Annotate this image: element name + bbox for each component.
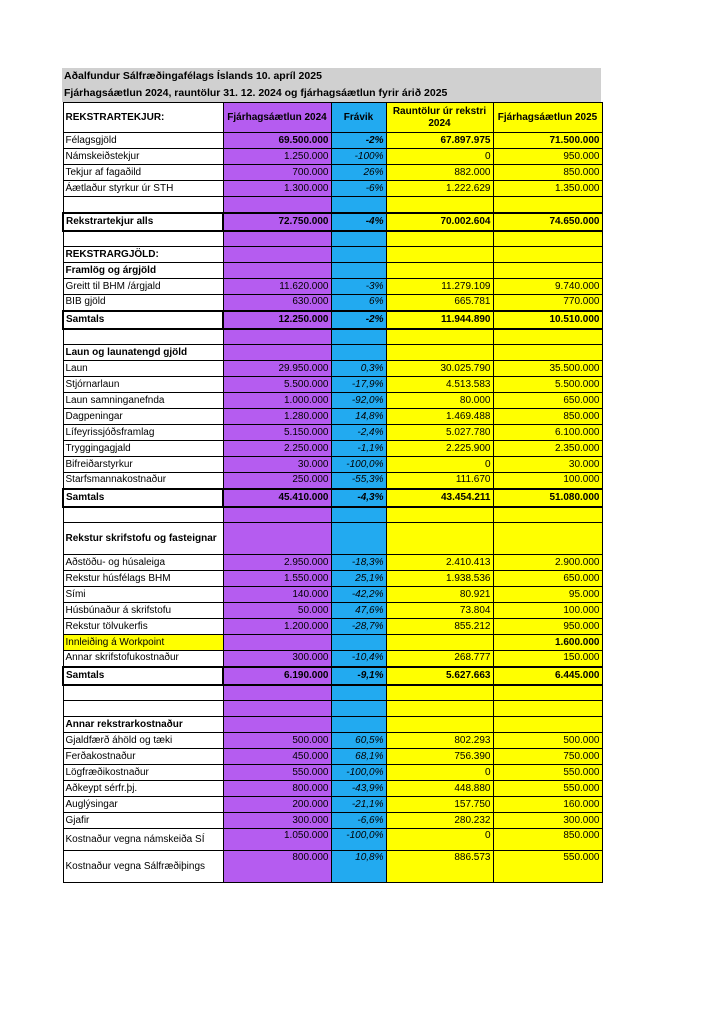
variance-cell: -18,3%: [331, 555, 386, 571]
row-label: Auglýsingar: [63, 797, 223, 813]
budget-table: [62, 102, 603, 883]
actuals-2024-cell: 2.410.413: [386, 555, 493, 571]
variance-cell: [331, 523, 386, 555]
actuals-2024-cell: 30.025.790: [386, 361, 493, 377]
variance-cell: -6,6%: [331, 813, 386, 829]
actuals-2024-cell: 280.232: [386, 813, 493, 829]
table-row: [63, 797, 602, 813]
budget-2024-cell: 450.000: [223, 749, 331, 765]
actuals-2024-cell: [386, 523, 493, 555]
table-row: [63, 149, 602, 165]
variance-cell: [331, 263, 386, 279]
row-label: Aðkeypt sérfr.þj.: [63, 781, 223, 797]
budget-2025-cell: 2.350.000: [493, 441, 602, 457]
variance-cell: -55,3%: [331, 473, 386, 489]
table-row: [63, 571, 602, 587]
actuals-2024-cell: [386, 247, 493, 263]
budget-2025-cell: [493, 685, 602, 701]
row-label: Kostnaður vegna námskeiða SÍ: [63, 829, 223, 851]
actuals-2024-cell: 882.000: [386, 165, 493, 181]
budget-2025-cell: [493, 247, 602, 263]
table-row: [63, 329, 602, 345]
variance-cell: -100%: [331, 149, 386, 165]
budget-2024-cell: 29.950.000: [223, 361, 331, 377]
budget-2024-cell: 500.000: [223, 733, 331, 749]
budget-2025-cell: 550.000: [493, 765, 602, 781]
budget-2025-cell: 10.510.000: [493, 311, 602, 329]
actuals-2024-cell: [386, 701, 493, 717]
budget-2025-cell: 51.080.000: [493, 489, 602, 507]
actuals-2024-cell: 1.222.629: [386, 181, 493, 197]
variance-cell: [331, 345, 386, 361]
budget-2025-cell: 770.000: [493, 295, 602, 311]
actuals-2024-cell: [386, 685, 493, 701]
budget-2025-cell: [493, 263, 602, 279]
variance-cell: -2%: [331, 133, 386, 149]
budget-2025-cell: 100.000: [493, 473, 602, 489]
budget-2024-cell: 5.500.000: [223, 377, 331, 393]
row-label: Sími: [63, 587, 223, 603]
budget-2024-cell: 5.150.000: [223, 425, 331, 441]
budget-2025-cell: [493, 231, 602, 247]
table-row: [63, 295, 602, 311]
variance-cell: -100,0%: [331, 765, 386, 781]
budget-2025-cell: 30.000: [493, 457, 602, 473]
budget-2024-cell: 700.000: [223, 165, 331, 181]
row-label: [63, 685, 223, 701]
budget-2024-cell: 250.000: [223, 473, 331, 489]
table-row: [63, 489, 602, 507]
budget-2025-cell: 150.000: [493, 651, 602, 667]
row-label: Námskeiðstekjur: [63, 149, 223, 165]
budget-2024-cell: [223, 329, 331, 345]
actuals-2024-cell: 0: [386, 457, 493, 473]
table-header-row: [63, 103, 602, 133]
actuals-2024-cell: 80.000: [386, 393, 493, 409]
table-row: [63, 555, 602, 571]
budget-2024-cell: 800.000: [223, 781, 331, 797]
budget-2024-cell: 1.250.000: [223, 149, 331, 165]
row-label: Starfsmannakostnaður: [63, 473, 223, 489]
table-row: [63, 619, 602, 635]
header-actuals-2024: Rauntölur úr rekstri 2024: [386, 103, 493, 133]
actuals-2024-cell: 70.002.604: [386, 213, 493, 231]
row-label: Samtals: [63, 489, 223, 507]
row-label: Framlög og árgjöld: [63, 263, 223, 279]
budget-2024-cell: [223, 247, 331, 263]
budget-2025-cell: 35.500.000: [493, 361, 602, 377]
actuals-2024-cell: 1.469.488: [386, 409, 493, 425]
budget-2025-cell: 6.100.000: [493, 425, 602, 441]
budget-2024-cell: 300.000: [223, 813, 331, 829]
row-label: Aðstöðu- og húsaleiga: [63, 555, 223, 571]
row-label: Bifreiðarstyrkur: [63, 457, 223, 473]
variance-cell: [331, 701, 386, 717]
table-row: [63, 441, 602, 457]
budget-2024-cell: 11.620.000: [223, 279, 331, 295]
actuals-2024-cell: 5.027.780: [386, 425, 493, 441]
row-label: Húsbúnaður á skrifstofu: [63, 603, 223, 619]
variance-cell: 68,1%: [331, 749, 386, 765]
header-budget-2025: Fjárhagsáætlun 2025: [493, 103, 602, 133]
header-variance: Frávik: [331, 103, 386, 133]
budget-2024-cell: 6.190.000: [223, 667, 331, 685]
budget-2024-cell: [223, 197, 331, 213]
table-row: [63, 701, 602, 717]
budget-2024-cell: [223, 717, 331, 733]
budget-2025-cell: 1.350.000: [493, 181, 602, 197]
actuals-2024-cell: 5.627.663: [386, 667, 493, 685]
budget-2025-cell: 950.000: [493, 149, 602, 165]
budget-sheet: [62, 68, 601, 883]
row-label: Tryggingagjald: [63, 441, 223, 457]
table-row: [63, 765, 602, 781]
table-row: [63, 197, 602, 213]
table-row: [63, 829, 602, 851]
budget-2024-cell: [223, 345, 331, 361]
budget-2025-cell: [493, 197, 602, 213]
table-row: [63, 409, 602, 425]
table-row: [63, 279, 602, 295]
table-row: [63, 473, 602, 489]
table-row: [63, 749, 602, 765]
table-row: [63, 457, 602, 473]
budget-2025-cell: 100.000: [493, 603, 602, 619]
budget-2024-cell: 12.250.000: [223, 311, 331, 329]
budget-2024-cell: 200.000: [223, 797, 331, 813]
budget-2024-cell: [223, 231, 331, 247]
row-label: Laun og launatengd gjöld: [63, 345, 223, 361]
document-title: Aðalfundur Sálfræðingafélags Íslands 10. apríl 2025: [62, 68, 601, 85]
table-row: [63, 247, 602, 263]
actuals-2024-cell: 11.944.890: [386, 311, 493, 329]
header-revenue-label: REKSTRARTEKJUR:: [63, 103, 223, 133]
variance-cell: -1,1%: [331, 441, 386, 457]
row-label: [63, 197, 223, 213]
row-label: Samtals: [63, 667, 223, 685]
row-label: Annar rekstrarkostnaður: [63, 717, 223, 733]
budget-2025-cell: 2.900.000: [493, 555, 602, 571]
actuals-2024-cell: 80.921: [386, 587, 493, 603]
actuals-2024-cell: 111.670: [386, 473, 493, 489]
variance-cell: -42,2%: [331, 587, 386, 603]
variance-cell: -100,0%: [331, 829, 386, 851]
budget-2024-cell: 140.000: [223, 587, 331, 603]
row-label: Rekstur tölvukerfis: [63, 619, 223, 635]
actuals-2024-cell: 0: [386, 149, 493, 165]
actuals-2024-cell: 665.781: [386, 295, 493, 311]
row-label: Samtals: [63, 311, 223, 329]
budget-2025-cell: 5.500.000: [493, 377, 602, 393]
budget-2024-cell: [223, 523, 331, 555]
budget-2024-cell: 50.000: [223, 603, 331, 619]
budget-2025-cell: 6.445.000: [493, 667, 602, 685]
variance-cell: 25,1%: [331, 571, 386, 587]
actuals-2024-cell: [386, 345, 493, 361]
actuals-2024-cell: 0: [386, 829, 493, 851]
budget-2025-cell: 850.000: [493, 829, 602, 851]
variance-cell: -10,4%: [331, 651, 386, 667]
table-row: [63, 813, 602, 829]
variance-cell: [331, 717, 386, 733]
actuals-2024-cell: 157.750: [386, 797, 493, 813]
actuals-2024-cell: 67.897.975: [386, 133, 493, 149]
budget-2024-cell: 300.000: [223, 651, 331, 667]
budget-2024-cell: 2.950.000: [223, 555, 331, 571]
actuals-2024-cell: 2.225.900: [386, 441, 493, 457]
budget-2024-cell: 2.250.000: [223, 441, 331, 457]
actuals-2024-cell: 1.938.536: [386, 571, 493, 587]
actuals-2024-cell: 802.293: [386, 733, 493, 749]
table-row: [63, 603, 602, 619]
row-label: [63, 507, 223, 523]
table-row: [63, 345, 602, 361]
table-row: [63, 263, 602, 279]
budget-2024-cell: 1.000.000: [223, 393, 331, 409]
row-label: Laun: [63, 361, 223, 377]
actuals-2024-cell: 73.804: [386, 603, 493, 619]
table-row: [63, 851, 602, 883]
budget-2024-cell: 550.000: [223, 765, 331, 781]
table-row: [63, 425, 602, 441]
budget-2024-cell: 30.000: [223, 457, 331, 473]
table-row: [63, 133, 602, 149]
budget-2024-cell: [223, 263, 331, 279]
variance-cell: -92,0%: [331, 393, 386, 409]
variance-cell: [331, 635, 386, 651]
variance-cell: 60,5%: [331, 733, 386, 749]
variance-cell: 14,8%: [331, 409, 386, 425]
budget-2025-cell: 650.000: [493, 393, 602, 409]
row-label: Lífeyrissjóðsframlag: [63, 425, 223, 441]
budget-2025-cell: [493, 345, 602, 361]
row-label: REKSTRARGJÖLD:: [63, 247, 223, 263]
actuals-2024-cell: 0: [386, 765, 493, 781]
variance-cell: [331, 197, 386, 213]
table-row: [63, 587, 602, 603]
variance-cell: -43,9%: [331, 781, 386, 797]
table-row: [63, 213, 602, 231]
variance-cell: [331, 507, 386, 523]
budget-2025-cell: [493, 329, 602, 345]
table-row: [63, 523, 602, 555]
budget-2025-cell: 95.000: [493, 587, 602, 603]
budget-2025-cell: 650.000: [493, 571, 602, 587]
table-row: [63, 377, 602, 393]
budget-2025-cell: [493, 507, 602, 523]
table-row: [63, 635, 602, 651]
actuals-2024-cell: [386, 197, 493, 213]
actuals-2024-cell: [386, 635, 493, 651]
actuals-2024-cell: [386, 717, 493, 733]
actuals-2024-cell: 448.880: [386, 781, 493, 797]
budget-2025-cell: 850.000: [493, 165, 602, 181]
variance-cell: [331, 247, 386, 263]
budget-2024-cell: [223, 685, 331, 701]
header-budget-2024: Fjárhagsáætlun 2024: [223, 103, 331, 133]
budget-2024-cell: 800.000: [223, 851, 331, 883]
budget-2025-cell: 950.000: [493, 619, 602, 635]
budget-2025-cell: 550.000: [493, 781, 602, 797]
table-row: [63, 717, 602, 733]
budget-2025-cell: [493, 523, 602, 555]
variance-cell: -17,9%: [331, 377, 386, 393]
budget-2024-cell: 630.000: [223, 295, 331, 311]
row-label: Ferðakostnaður: [63, 749, 223, 765]
variance-cell: 47,6%: [331, 603, 386, 619]
budget-2025-cell: 750.000: [493, 749, 602, 765]
row-label: Lögfræðikostnaður: [63, 765, 223, 781]
budget-2024-cell: 72.750.000: [223, 213, 331, 231]
actuals-2024-cell: [386, 329, 493, 345]
actuals-2024-cell: [386, 263, 493, 279]
variance-cell: 26%: [331, 165, 386, 181]
table-row: [63, 231, 602, 247]
budget-2024-cell: [223, 507, 331, 523]
variance-cell: -6%: [331, 181, 386, 197]
variance-cell: 0,3%: [331, 361, 386, 377]
variance-cell: -2,4%: [331, 425, 386, 441]
row-label: Gjafir: [63, 813, 223, 829]
row-label: Félagsgjöld: [63, 133, 223, 149]
variance-cell: 10,8%: [331, 851, 386, 883]
row-label: Dagpeningar: [63, 409, 223, 425]
budget-2025-cell: 71.500.000: [493, 133, 602, 149]
table-row: [63, 361, 602, 377]
budget-2024-cell: [223, 701, 331, 717]
row-label: Greitt til BHM /árgjald: [63, 279, 223, 295]
budget-2025-cell: [493, 701, 602, 717]
table-row: [63, 667, 602, 685]
budget-2025-cell: 300.000: [493, 813, 602, 829]
budget-2024-cell: 1.200.000: [223, 619, 331, 635]
table-row: [63, 507, 602, 523]
variance-cell: -4%: [331, 213, 386, 231]
budget-2025-cell: 550.000: [493, 851, 602, 883]
row-label: [63, 701, 223, 717]
row-label: Kostnaður vegna Sálfræðiþings: [63, 851, 223, 883]
budget-2024-cell: 45.410.000: [223, 489, 331, 507]
variance-cell: -4,3%: [331, 489, 386, 507]
row-label: [63, 329, 223, 345]
variance-cell: -2%: [331, 311, 386, 329]
budget-2024-cell: 1.550.000: [223, 571, 331, 587]
row-label: Laun samninganefnda: [63, 393, 223, 409]
table-row: [63, 165, 602, 181]
row-label: Gjaldfærð áhöld og tæki: [63, 733, 223, 749]
actuals-2024-cell: 268.777: [386, 651, 493, 667]
budget-2025-cell: 160.000: [493, 797, 602, 813]
table-row: [63, 393, 602, 409]
row-label: Tekjur af fagaðild: [63, 165, 223, 181]
row-label: Áætlaður styrkur úr STH: [63, 181, 223, 197]
row-label: Rekstur skrifstofu og fasteignar: [63, 523, 223, 555]
actuals-2024-cell: 756.390: [386, 749, 493, 765]
row-label: Innleiðing á Workpoint: [63, 635, 223, 651]
row-label: Annar skrifstofukostnaður: [63, 651, 223, 667]
variance-cell: -28,7%: [331, 619, 386, 635]
actuals-2024-cell: 11.279.109: [386, 279, 493, 295]
budget-2025-cell: [493, 717, 602, 733]
variance-cell: [331, 685, 386, 701]
variance-cell: 6%: [331, 295, 386, 311]
table-row: [63, 685, 602, 701]
row-label: Rekstrartekjur alls: [63, 213, 223, 231]
budget-2025-cell: 500.000: [493, 733, 602, 749]
variance-cell: [331, 329, 386, 345]
actuals-2024-cell: 855.212: [386, 619, 493, 635]
budget-2024-cell: [223, 635, 331, 651]
variance-cell: -3%: [331, 279, 386, 295]
row-label: BIB gjöld: [63, 295, 223, 311]
actuals-2024-cell: [386, 507, 493, 523]
actuals-2024-cell: [386, 231, 493, 247]
budget-2025-cell: 1.600.000: [493, 635, 602, 651]
row-label: Stjórnarlaun: [63, 377, 223, 393]
actuals-2024-cell: 43.454.211: [386, 489, 493, 507]
actuals-2024-cell: 4.513.583: [386, 377, 493, 393]
variance-cell: -100,0%: [331, 457, 386, 473]
table-row: [63, 733, 602, 749]
variance-cell: [331, 231, 386, 247]
table-row: [63, 781, 602, 797]
budget-2025-cell: 9.740.000: [493, 279, 602, 295]
budget-2025-cell: 74.650.000: [493, 213, 602, 231]
budget-2024-cell: 69.500.000: [223, 133, 331, 149]
budget-2024-cell: 1.050.000: [223, 829, 331, 851]
table-row: [63, 181, 602, 197]
document-subtitle: Fjárhagsáætlun 2024, rauntölur 31. 12. 2024 og fjárhagsáætlun fyrir árið 2025: [62, 85, 601, 102]
budget-2024-cell: 1.280.000: [223, 409, 331, 425]
variance-cell: -9,1%: [331, 667, 386, 685]
row-label: Rekstur húsfélags BHM: [63, 571, 223, 587]
budget-2024-cell: 1.300.000: [223, 181, 331, 197]
table-row: [63, 311, 602, 329]
table-row: [63, 651, 602, 667]
row-label: [63, 231, 223, 247]
budget-2025-cell: 850.000: [493, 409, 602, 425]
actuals-2024-cell: 886.573: [386, 851, 493, 883]
variance-cell: -21,1%: [331, 797, 386, 813]
